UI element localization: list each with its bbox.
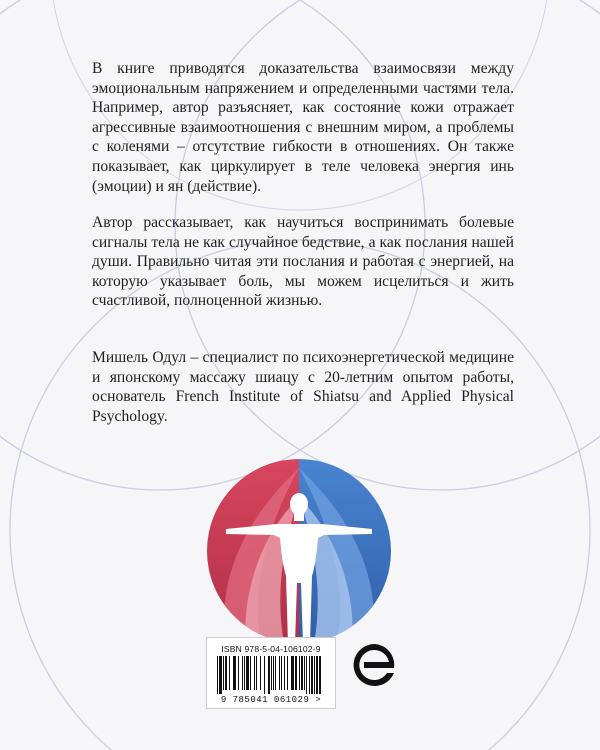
barcode-bar — [284, 656, 285, 690]
barcode-bar — [314, 656, 315, 694]
barcode-bar — [229, 656, 230, 690]
barcode-bar — [260, 656, 261, 690]
author-bio-text: Мишель Одул – специалист по психоэнергетической медицине и японскому массажу шиацу с 20-летним опытом работы, основатель French Institute of Shiatsu and Applied Physical Psychology. — [92, 349, 514, 425]
description-paragraph-1 — [92, 59, 514, 196]
barcode-bar — [217, 656, 218, 694]
description-text-1: В книге приводятся доказательства взаимосвязи между эмоциональным напряжением и определенными частями тела. Например, автор разъясняет, как состояние кожи отражает агрессивные взаимоотношения с внешним миром, а проблемы с коленями – отсутствие гибкости в отношениях. Он также показывает, как циркулирует в теле человека энергия инь (эмоции) и ян (действие). — [92, 60, 514, 195]
human-figure-logo — [206, 458, 392, 644]
eksmo-e-icon — [350, 640, 400, 690]
barcode-bar — [281, 656, 282, 690]
barcode-bar — [291, 656, 294, 690]
description-text-2: Автор рассказывает, как научиться воспринимать болевые сигналы тела не как случайное бедствие, а как послания нашей души. Правильно читая эти послания и работая с энергией, на которую указывает боль, мы можем исцелиться и жить счастливой, полноценной жизнью. — [92, 214, 514, 310]
barcode-bar — [242, 656, 243, 690]
barcode-bar — [273, 656, 274, 690]
barcode-bar — [238, 656, 239, 690]
barcode-bars — [217, 656, 325, 694]
isbn-barcode — [206, 637, 336, 709]
barcode-bar — [256, 656, 257, 690]
barcode-bar — [295, 656, 297, 690]
barcode-bar — [254, 656, 255, 690]
barcode-bar — [311, 656, 313, 694]
barcode-bar — [250, 656, 251, 690]
barcode-bar — [271, 656, 272, 690]
barcode-bar — [309, 656, 310, 694]
description-paragraph-2 — [92, 213, 514, 311]
barcode-bar — [304, 656, 305, 690]
barcode-bar — [244, 656, 245, 690]
barcode-bar — [279, 656, 280, 690]
barcode-digits: 9 785041 061029 > — [220, 695, 322, 705]
isbn-label: ISBN 978-5-04-106102-9 — [221, 644, 321, 654]
barcode-bar — [299, 656, 300, 690]
barcode-bar — [301, 656, 303, 690]
barcode-bar — [268, 656, 270, 694]
barcode-bar — [264, 656, 265, 694]
barcode-bar — [319, 656, 321, 694]
barcode-bar — [287, 656, 288, 690]
barcode-bar — [233, 656, 236, 690]
barcode-bar — [275, 656, 276, 690]
barcode-bar — [306, 656, 307, 694]
barcode-bar — [225, 656, 227, 690]
barcode-bar — [316, 656, 318, 694]
barcode-bar — [219, 656, 222, 694]
barcode-bar — [223, 656, 224, 690]
author-bio — [92, 348, 514, 426]
barcode-bar — [246, 656, 249, 690]
